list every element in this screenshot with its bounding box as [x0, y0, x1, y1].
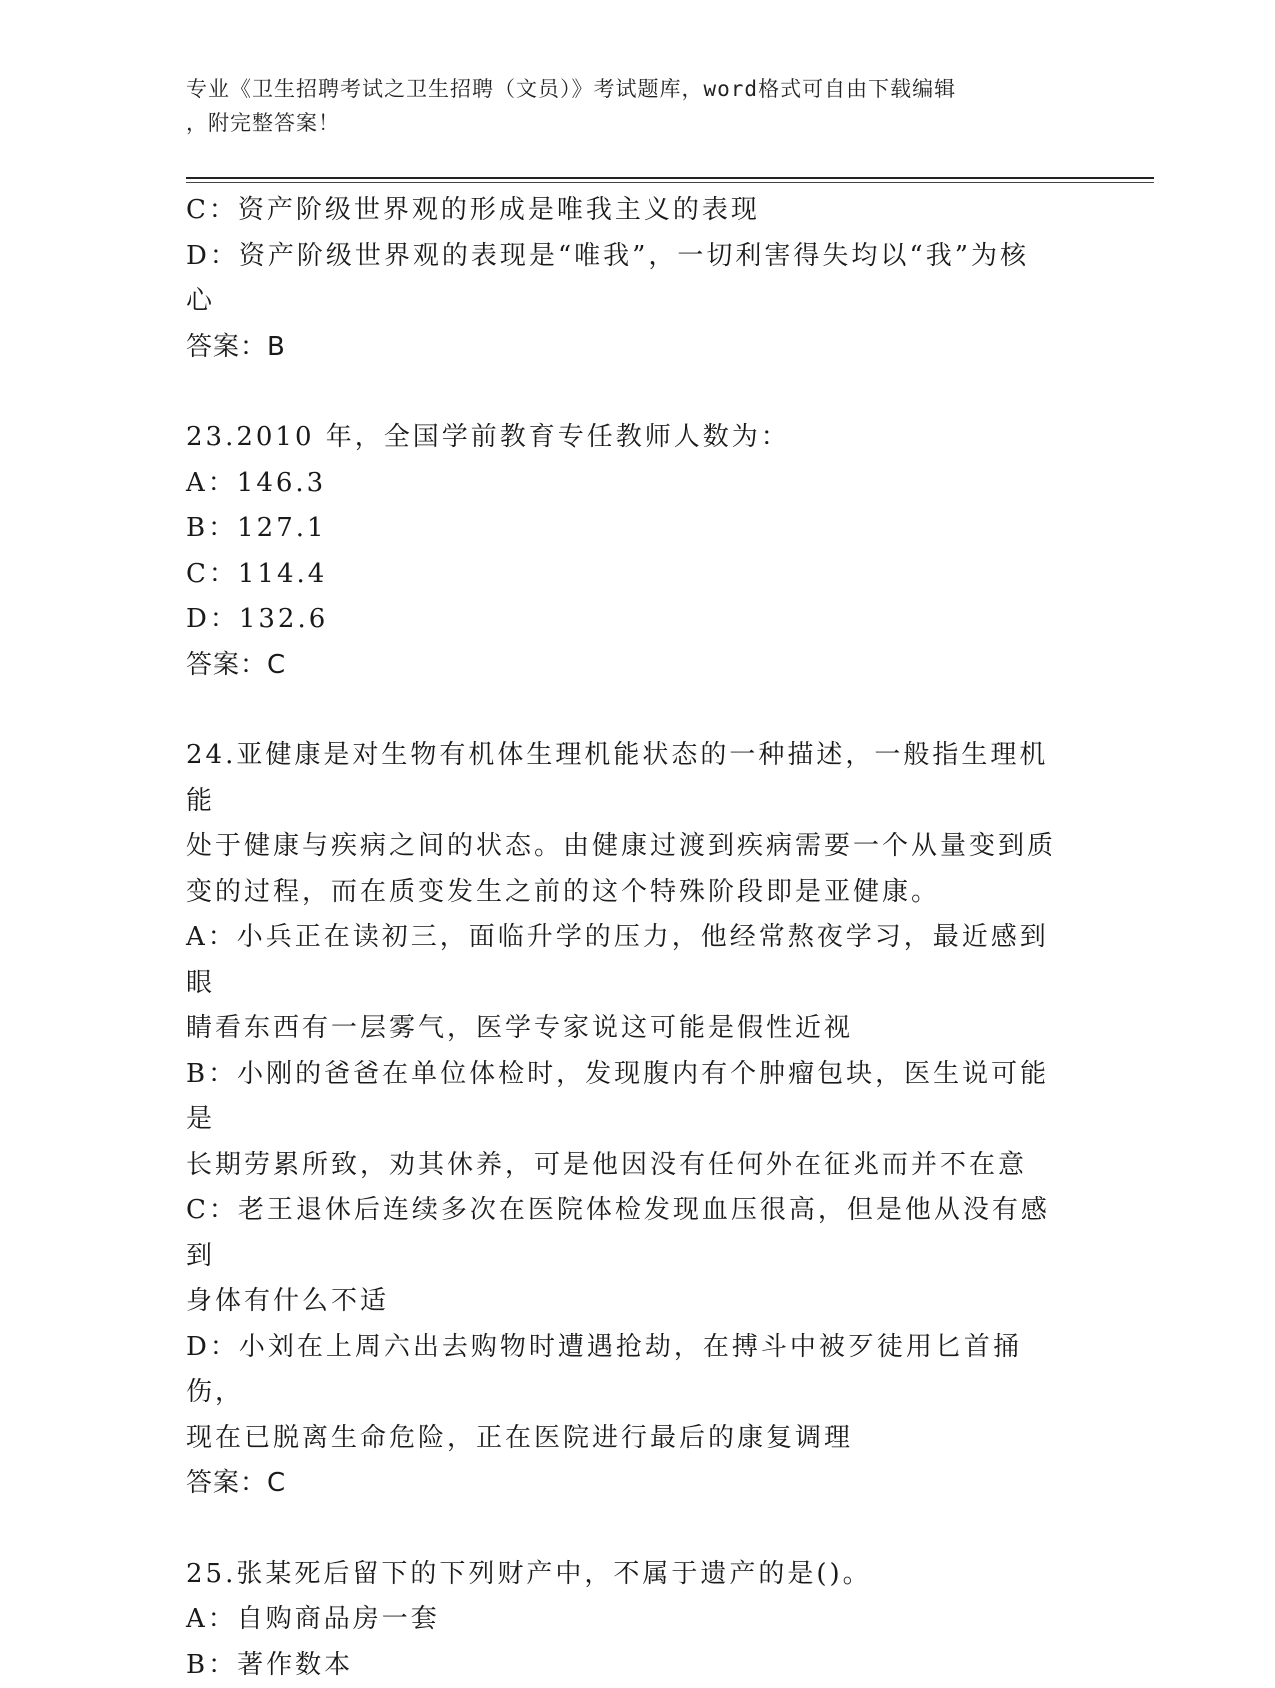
q24-option-c-line-2: 身体有什么不适 [186, 1279, 1066, 1325]
q24-title-line-1: 24.亚健康是对生物有机体生理机能状态的一种描述，一般指生理机能 [186, 733, 1066, 824]
question-23 [186, 415, 1066, 688]
q23-option-a: A：146.3 [186, 461, 1066, 507]
q22-option-d-line-1: D：资产阶级世界观的表现是“唯我”，一切利害得失均以“我”为核 [186, 234, 1066, 280]
q25-option-a: A：自购商品房一套 [186, 1597, 1066, 1643]
q24-title-line-3: 变的过程，而在质变发生之前的这个特殊阶段即是亚健康。 [186, 870, 1066, 916]
q23-option-c: C：114.4 [186, 552, 1066, 598]
q23-title: 23.2010 年，全国学前教育专任教师人数为： [186, 415, 1066, 461]
q23-option-d: D：132.6 [186, 597, 1066, 643]
q24-option-a-line-1: A：小兵正在读初三，面临升学的压力，他经常熬夜学习，最近感到眼 [186, 915, 1066, 1006]
question-24 [186, 733, 1066, 1507]
header-rule-thin [186, 182, 1154, 183]
q24-title-line-2: 处于健康与疾病之间的状态。由健康过渡到疾病需要一个从量变到质 [186, 824, 1066, 870]
question-22-tail [186, 188, 1066, 370]
header-line-2: ，附完整答案！ [186, 106, 1066, 140]
q24-option-d-line-1: D：小刘在上周六出去购物时遭遇抢劫，在搏斗中被歹徒用匕首捅伤， [186, 1325, 1066, 1416]
q25-option-b: B：著作数本 [186, 1643, 1066, 1688]
q24-option-a-line-2: 睛看东西有一层雾气，医学专家说这可能是假性近视 [186, 1006, 1066, 1052]
question-25 [186, 1552, 1066, 1688]
q22-option-c: C：资产阶级世界观的形成是唯我主义的表现 [186, 188, 1066, 234]
q24-option-d-line-2: 现在已脱离生命危险，正在医院进行最后的康复调理 [186, 1416, 1066, 1462]
q22-option-d-line-2: 心 [186, 279, 1066, 325]
q24-answer: 答案：C [186, 1461, 1066, 1507]
page-header [186, 72, 1066, 140]
question-content [186, 188, 1066, 1688]
q24-option-b-line-2: 长期劳累所致，劝其休养，可是他因没有任何外在征兆而并不在意 [186, 1143, 1066, 1189]
q23-answer: 答案：C [186, 643, 1066, 689]
header-rule-thick [186, 177, 1154, 179]
q22-answer: 答案：B [186, 325, 1066, 371]
q25-title: 25.张某死后留下的下列财产中，不属于遗产的是()。 [186, 1552, 1066, 1598]
header-line-1: 专业《卫生招聘考试之卫生招聘（文员）》考试题库，word格式可自由下载编辑 [186, 72, 1066, 106]
q24-option-b-line-1: B：小刚的爸爸在单位体检时，发现腹内有个肿瘤包块，医生说可能是 [186, 1052, 1066, 1143]
q23-option-b: B：127.1 [186, 506, 1066, 552]
q24-option-c-line-1: C：老王退休后连续多次在医院体检发现血压很高，但是他从没有感到 [186, 1188, 1066, 1279]
